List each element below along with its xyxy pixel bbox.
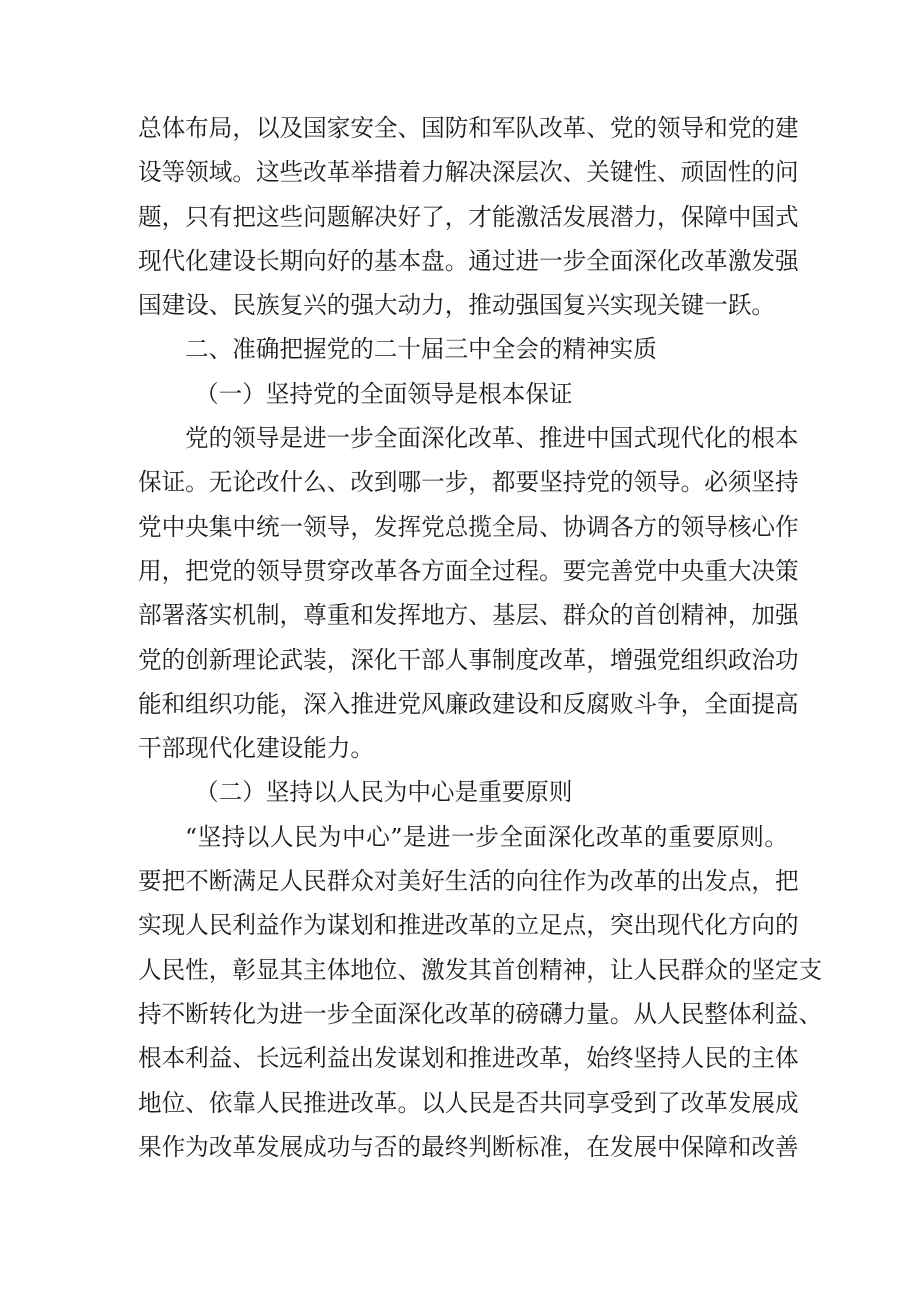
text-line: 果作为改革发展成功与否的最终判断标准，在发展中保障和改善 <box>138 1132 799 1161</box>
paragraph-party-leadership <box>138 416 799 770</box>
subsection-heading: （一）坚持党的全面领导是根本保证 <box>195 379 573 408</box>
text-line: 总体布局，以及国家安全、国防和军队改革、党的领导和党的建 <box>138 114 799 142</box>
text-line: 题，只有把这些问题解决好了，才能激活发展潜力，保障中国式 <box>138 202 799 231</box>
subsection-heading: （二）坚持以人民为中心是重要原则 <box>195 778 573 807</box>
text-line: 国建设、民族复兴的强大动力，推动强国复兴实现关键一跃。 <box>138 291 776 320</box>
text-line: 要把不断满足人民群众对美好生活的向往作为改革的出发点，把 <box>138 867 799 896</box>
text-line: 党中央集中统一领导，发挥党总揽全局、协调各方的领导核心作 <box>138 512 799 541</box>
text-line: “坚持以人民为中心”是进一步全面深化改革的重要原则。 <box>185 822 788 851</box>
text-line: 用，把党的领导贯穿改革各方面全过程。要完善党中央重大决策 <box>138 556 799 585</box>
text-line: 根本利益、长远利益出发谋划和推进改革，始终坚持人民的主体 <box>138 1044 799 1073</box>
text-line: 设等领域。这些改革举措着力解决深层次、关键性、顽固性的问 <box>138 158 799 187</box>
text-line: 能和组织功能，深入推进党风廉政建设和反腐败斗争，全面提高 <box>138 689 799 718</box>
text-line: 实现人民利益作为谋划和推进改革的立足点，突出现代化方向的 <box>138 911 799 940</box>
text-line: 持不断转化为进一步全面深化改革的磅礴力量。从人民整体利益、 <box>138 999 823 1028</box>
section-heading: 二、准确把握党的二十届三中全会的精神实质 <box>185 335 657 364</box>
text-line: 人民性，彰显其主体地位、激发其首创精神，让人民群众的坚定支 <box>138 955 823 984</box>
text-line: 部署落实机制，尊重和发挥地方、基层、群众的首创精神，加强 <box>138 601 799 630</box>
text-line: 党的领导是进一步全面深化改革、推进中国式现代化的根本 <box>185 424 799 453</box>
text-line: 党的创新理论武装，深化干部人事制度改革，增强党组织政治功 <box>138 645 799 674</box>
text-line: 地位、依靠人民推进改革。以人民是否共同享受到了改革发展成 <box>138 1088 799 1117</box>
text-line: 现代化建设长期向好的基本盘。通过进一步全面深化改革激发强 <box>138 246 799 275</box>
text-line: 干部现代化建设能力。 <box>138 734 374 763</box>
text-line: 保证。无论改什么、改到哪一步，都要坚持党的领导。必须坚持 <box>138 468 799 497</box>
paragraph-continuation <box>138 106 799 327</box>
paragraph-people-centered <box>138 815 823 1169</box>
document-page <box>138 106 823 1169</box>
